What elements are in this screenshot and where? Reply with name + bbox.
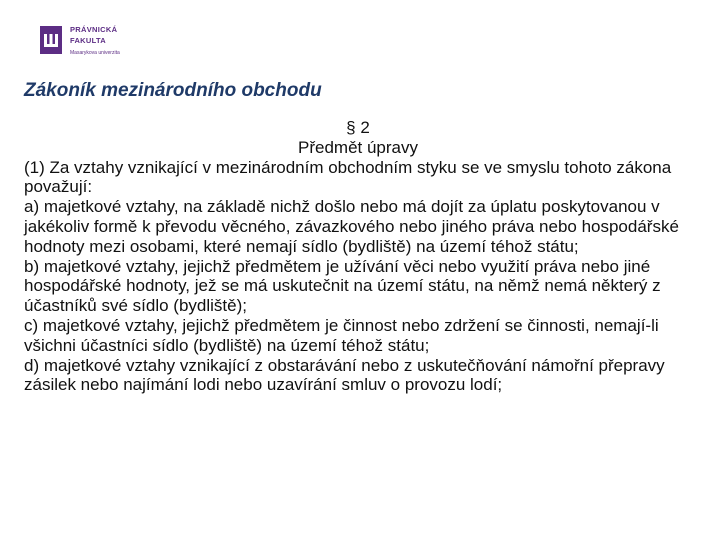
section-number: § 2: [346, 118, 370, 137]
logo-line-2: FAKULTA: [70, 36, 106, 45]
list-item: c) majetkové vztahy, jejichž předmětem je činnost nebo zdržení se činnosti, nemají-li všichni účastníci sídlo (bydliště) na území téhož státu;: [24, 315, 659, 355]
logo-line-1: PRÁVNICKÁ: [70, 25, 118, 34]
page-title: Zákoník mezinárodního obchodu: [24, 80, 322, 101]
section-body: [24, 118, 692, 395]
faculty-logo: [40, 24, 120, 59]
section-intro: (1) Za vztahy vznikající v mezinárodním obchodním styku se ve smyslu tohoto zákona považují:: [24, 157, 672, 197]
list-item: b) majetkové vztahy, jejichž předmětem je užívání věci nebo využití práva nebo jiné hospodářské hodnoty, jež se má uskutečnit na území státu, na němž nemá některý z účastníků své sídlo (bydliště);: [24, 256, 661, 316]
list-item: d) majetkové vztahy vznikající z obstarávání nebo z uskutečňování námořní přepravy zásilek nebo najímání lodi nebo uzavírání smluv o provozu lodí;: [24, 355, 665, 395]
muni-logo-icon: [40, 26, 62, 54]
section-heading: Předmět úpravy: [298, 137, 418, 157]
logo-subtitle: Masarykova univerzita: [70, 50, 120, 56]
list-item: a) majetkové vztahy, na základě nichž došlo nebo má dojít za úplatu poskytovanou v jakékoliv formě k převodu věcného, závazkového nebo jiného práva nebo hospodářské hodnoty mezi osobami, které nemají sídlo (bydliště) na území téhož státu;: [24, 197, 679, 256]
